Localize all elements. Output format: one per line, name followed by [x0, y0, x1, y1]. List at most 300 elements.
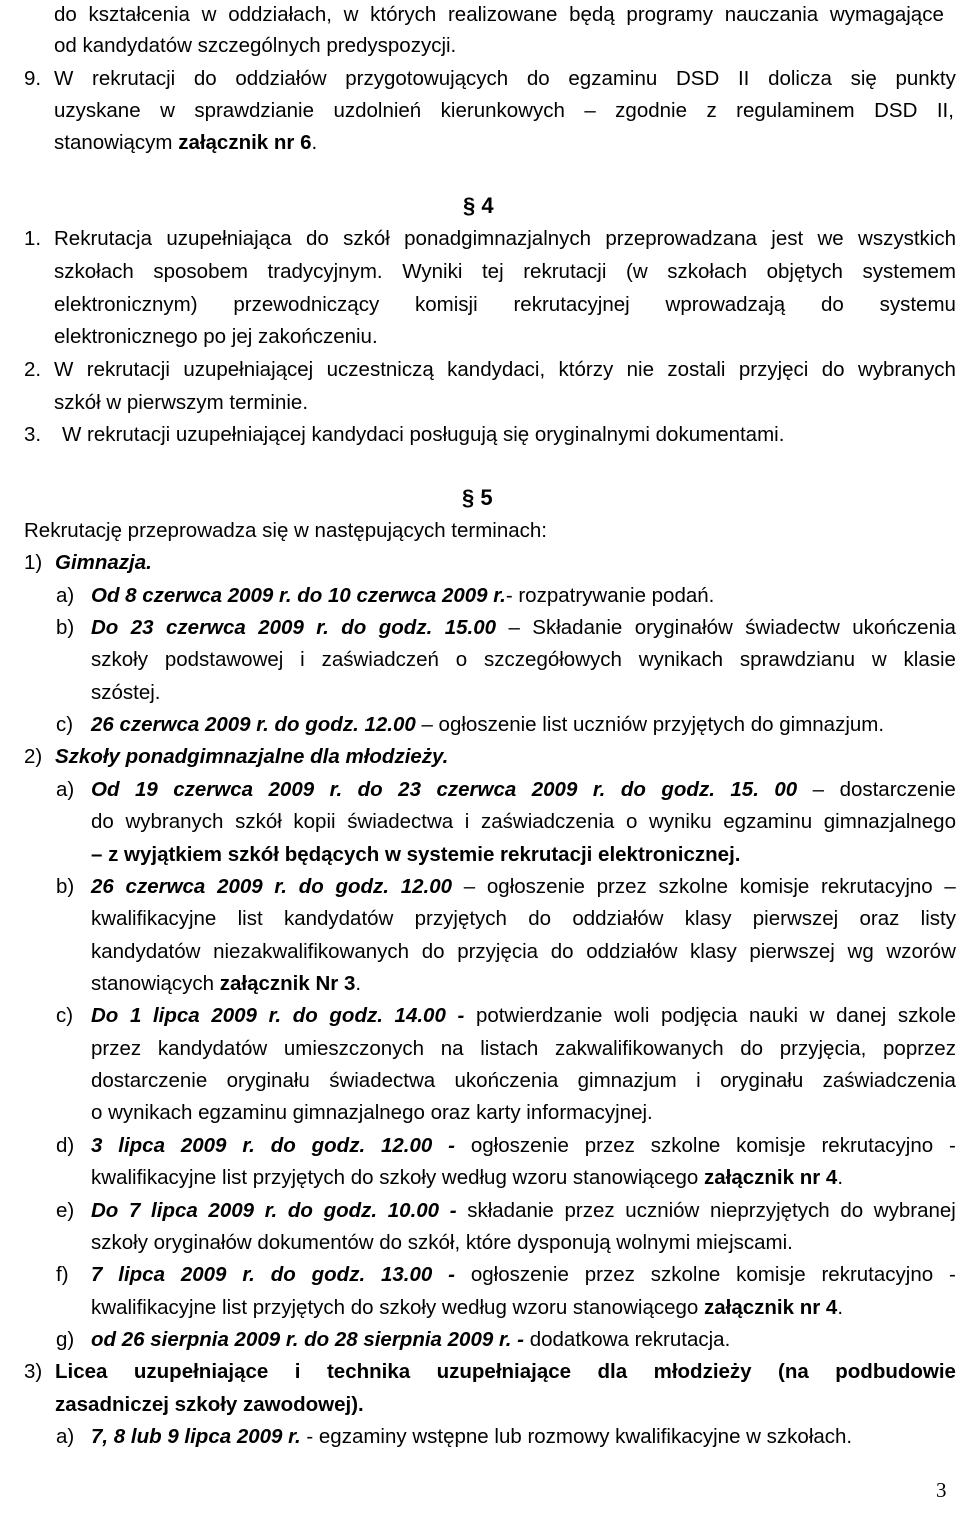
- text-run: – ogłoszenie list uczniów przyjętych do gimnazjum.: [415, 713, 885, 736]
- list-marker: a): [56, 1425, 75, 1448]
- text-run: wprowadzają: [665, 293, 786, 316]
- text-run: szkołach: [54, 260, 134, 283]
- text-run: wyniku: [648, 810, 712, 833]
- text-line: [91, 874, 956, 902]
- text-run: punkty: [895, 67, 956, 90]
- text-run: klasy: [690, 940, 737, 963]
- text-run: przez: [91, 1037, 142, 1060]
- emphasized-text: -: [457, 1004, 465, 1027]
- text-run: oddziałów: [586, 940, 678, 963]
- text-run: .: [311, 131, 318, 154]
- text-run: zaświadczeń: [321, 648, 439, 671]
- emphasized-text: Do: [91, 1004, 119, 1027]
- text-run: listach: [480, 1037, 539, 1060]
- text-run: –: [584, 99, 596, 122]
- emphasized-text: do: [287, 1199, 313, 1222]
- text-line: [91, 1424, 852, 1452]
- text-line: [91, 809, 956, 837]
- text-line: [54, 66, 956, 94]
- text-line: [91, 583, 714, 611]
- section-symbol: §: [462, 485, 481, 510]
- text-run: przez: [584, 1263, 635, 1286]
- text-run: szkół: [235, 810, 282, 833]
- text-run: wybranych: [857, 358, 956, 381]
- text-run: oddziałach,: [228, 3, 332, 26]
- list-marker: 2): [24, 745, 43, 768]
- text-run: stanowiącym: [54, 131, 179, 154]
- text-run: sprawdzianu: [739, 648, 856, 671]
- text-line: [91, 1198, 956, 1226]
- text-run: nieprzyjętych: [710, 1199, 830, 1222]
- text-run: w: [871, 648, 887, 671]
- text-run: listy: [920, 907, 956, 930]
- text-run: tradycyjnym.: [267, 260, 383, 283]
- text-run: do: [421, 940, 445, 963]
- text-run: do: [306, 227, 329, 250]
- text-run: szkolne: [650, 1134, 721, 1157]
- text-run: potwierdzanie: [475, 1004, 603, 1027]
- text-run: ukończenia: [454, 1069, 559, 1092]
- emphasized-text: do: [270, 1134, 296, 1157]
- emphasized-text: Licea: [55, 1360, 108, 1383]
- text-run: uzyskane: [54, 99, 141, 122]
- text-run: którzy: [558, 358, 614, 381]
- text-run: jest: [771, 227, 804, 250]
- emphasized-text: 1: [129, 1004, 142, 1027]
- text-line: [91, 1068, 956, 1096]
- text-run: przewodniczący: [233, 293, 380, 316]
- text-run: kopii: [293, 810, 336, 833]
- text-run: do: [821, 358, 845, 381]
- text-run: w: [809, 1004, 825, 1027]
- text-run: kandydaci,: [447, 358, 546, 381]
- emphasized-text: młodzieży: [653, 1360, 752, 1383]
- text-line: [91, 1133, 956, 1161]
- text-run: kandydatów: [91, 940, 201, 963]
- text-run: szkolne: [650, 1263, 721, 1286]
- text-run: W: [54, 67, 74, 90]
- text-run: wynikach: [638, 648, 724, 671]
- emphasized-text: r.: [316, 616, 329, 639]
- text-line: [91, 647, 956, 675]
- text-run: elektronicznego po jej zakończeniu.: [54, 325, 378, 348]
- text-run: komisje: [736, 1134, 806, 1157]
- list-marker: 3): [24, 1360, 43, 1383]
- text-run: uzupełniającej: [183, 358, 314, 381]
- emphasized-text: 00: [774, 778, 798, 801]
- text-run: gimnazjum: [577, 1069, 677, 1092]
- text-run: gimnazjalnego: [823, 810, 956, 833]
- text-line: [54, 130, 317, 158]
- list-marker: d): [56, 1134, 75, 1157]
- text-line: [91, 1230, 793, 1258]
- text-run: II: [737, 67, 750, 90]
- text-line: [91, 680, 161, 708]
- text-run: przygotowujących: [345, 67, 509, 90]
- text-run: stanowiących: [91, 972, 220, 995]
- text-run: do: [840, 1199, 864, 1222]
- text-line: [54, 226, 956, 254]
- text-run: uczniów: [625, 1199, 700, 1222]
- text-run: do: [54, 3, 77, 26]
- text-run: przeprowadzana: [605, 227, 757, 250]
- emphasized-text: r.: [274, 875, 287, 898]
- list-marker: 1): [24, 551, 43, 574]
- text-run: pierwszej: [752, 907, 839, 930]
- emphasized-text: godz.: [311, 1263, 366, 1286]
- list-marker: a): [56, 778, 75, 801]
- emphasized-text: 12.00: [400, 875, 453, 898]
- emphasized-text: r.: [268, 1004, 282, 1027]
- text-line: [55, 1359, 956, 1387]
- text-run: dolicza: [768, 67, 832, 90]
- emphasized-text: r.: [592, 778, 606, 801]
- text-run: oryginału: [226, 1069, 310, 1092]
- text-run: list: [237, 907, 263, 930]
- text-run: wymagające: [829, 3, 944, 26]
- text-run: egzaminu: [568, 67, 658, 90]
- emphasized-text: dla: [597, 1360, 628, 1383]
- emphasized-text: 14.00: [394, 1004, 446, 1027]
- text-line: [91, 1003, 956, 1031]
- emphasized-text: lipca: [151, 1199, 198, 1222]
- section-heading: [463, 193, 494, 219]
- text-run: podstawowej: [164, 648, 284, 671]
- list-marker: b): [56, 875, 75, 898]
- text-run: wybranej: [873, 1199, 956, 1222]
- text-run: szkołach: [667, 260, 747, 283]
- text-run: systemem: [862, 260, 956, 283]
- emphasized-text: 15.: [730, 778, 759, 801]
- emphasized-text: załącznik nr 6: [178, 131, 312, 154]
- text-line: [54, 259, 956, 287]
- emphasized-text: do: [357, 778, 383, 801]
- text-run: –: [812, 778, 825, 801]
- text-run: Składanie: [532, 616, 623, 639]
- text-run: szkoły oryginałów dokumentów do szkół, które dysponują wolnymi miejscami.: [91, 1231, 793, 1254]
- text-run: o wynikach egzaminu gimnazjalnego oraz karty informacyjnej.: [91, 1101, 653, 1124]
- emphasized-text: 3: [91, 1134, 103, 1157]
- text-run: .: [837, 1166, 844, 1189]
- text-run: szóstej.: [91, 681, 161, 704]
- text-run: w: [201, 3, 217, 26]
- text-run: szkolne: [658, 875, 729, 898]
- text-run: Rekrutację przeprowadza się w następujących terminach:: [24, 519, 548, 542]
- emphasized-text: 2009: [211, 1004, 257, 1027]
- list-marker: f): [56, 1263, 69, 1286]
- text-run: dostarczenie: [91, 1069, 208, 1092]
- emphasized-text: do: [341, 616, 367, 639]
- emphasized-text: godz.: [661, 778, 715, 801]
- text-run: w: [160, 99, 175, 122]
- emphasized-text: 2009: [208, 1199, 255, 1222]
- emphasized-text: i: [294, 1360, 301, 1383]
- section-heading: [462, 485, 493, 511]
- emphasized-text: załącznik nr 4: [704, 1166, 838, 1189]
- list-marker: g): [56, 1328, 75, 1351]
- emphasized-text: 26 czerwca 2009 r. do godz. 12.00: [91, 713, 416, 736]
- emphasized-text: podbudowie: [835, 1360, 956, 1383]
- text-run: Wyniki: [402, 260, 463, 283]
- emphasized-text: czerwca: [125, 875, 206, 898]
- text-run: kandydatów: [157, 1037, 268, 1060]
- text-line: [54, 390, 308, 418]
- text-line: [54, 357, 956, 385]
- text-run: .: [355, 972, 362, 995]
- text-run: oryginałów: [634, 616, 733, 639]
- text-run: kierunkowych: [440, 99, 565, 122]
- text-run: DSD: [874, 99, 918, 122]
- text-run: ponadgimnazjalnych: [404, 227, 592, 250]
- emphasized-text: 23: [130, 616, 154, 639]
- list-marker: 2.: [24, 358, 42, 381]
- text-line: [54, 33, 456, 61]
- text-run: komisje: [736, 1263, 806, 1286]
- text-run: –: [944, 875, 956, 898]
- text-run: przyjęcia: [457, 940, 539, 963]
- text-run: przez: [564, 1199, 615, 1222]
- text-run: realizowane: [447, 3, 558, 26]
- text-run: przyjęci: [738, 358, 809, 381]
- emphasized-text: godz.: [335, 875, 389, 898]
- text-run: wg: [847, 940, 874, 963]
- text-line: [91, 1327, 730, 1355]
- text-run: do: [526, 67, 550, 90]
- text-run: do: [91, 810, 114, 833]
- text-run: przyjęcia,: [779, 1037, 867, 1060]
- text-run: kwalifikacyjne list przyjętych do szkoły według wzoru stanowiącego: [91, 1166, 704, 1189]
- text-run: do: [193, 67, 217, 90]
- emphasized-text: 7: [91, 1263, 103, 1286]
- emphasized-text: r.: [242, 1263, 255, 1286]
- text-run: zostali: [667, 358, 726, 381]
- text-run: komisji: [415, 293, 478, 316]
- text-line: [91, 842, 740, 870]
- text-run: egzaminu: [723, 810, 813, 833]
- emphasized-text: 2009: [180, 1134, 227, 1157]
- text-run: woli: [614, 1004, 650, 1027]
- text-run: uzupełniająca: [166, 227, 292, 250]
- text-run: ogłoszenie: [470, 1134, 569, 1157]
- text-run: programy: [626, 3, 714, 26]
- text-run: klasy: [684, 907, 732, 930]
- emphasized-text: czerwca: [436, 778, 517, 801]
- text-run: będą: [569, 3, 615, 26]
- text-run: systemu: [879, 293, 956, 316]
- list-marker: 9.: [24, 67, 42, 90]
- text-run: ogłoszenie: [486, 875, 585, 898]
- emphasized-text: 2009: [531, 778, 578, 801]
- emphasized-text: 15.00: [444, 616, 497, 639]
- emphasized-text: Od: [91, 778, 120, 801]
- text-run: do: [550, 940, 574, 963]
- text-run: wzorów: [886, 940, 956, 963]
- emphasized-text: do: [620, 778, 646, 801]
- text-run: niezakwalifikowanych: [213, 940, 410, 963]
- emphasized-text: czerwca: [173, 778, 254, 801]
- text-run: - egzaminy wstępne lub rozmowy kwalifikacyjne w szkołach.: [300, 1425, 853, 1448]
- emphasized-text: godz.: [323, 1199, 378, 1222]
- list-marker: e): [56, 1199, 75, 1222]
- text-run: –: [463, 875, 476, 898]
- emphasized-text: godz.: [378, 616, 433, 639]
- text-run: rekrutacji: [92, 67, 176, 90]
- text-run: w: [343, 3, 359, 26]
- text-run: poprzez: [883, 1037, 956, 1060]
- text-run: nauczania: [724, 3, 819, 26]
- text-run: ogłoszenie: [470, 1263, 569, 1286]
- text-line: [91, 615, 956, 643]
- emphasized-text: Szkoły ponadgimnazjalne dla młodzieży.: [55, 745, 449, 768]
- text-run: rekrutacyjno: [821, 875, 933, 898]
- text-run: regulaminem: [736, 99, 855, 122]
- text-run: II,: [936, 99, 954, 122]
- text-line: [54, 292, 956, 320]
- text-run: nie: [626, 358, 654, 381]
- text-run: kształcenia: [88, 3, 190, 26]
- list-marker: c): [56, 1004, 74, 1027]
- text-run: tej: [481, 260, 504, 283]
- emphasized-text: (na: [778, 1360, 809, 1383]
- text-run: sprawdzianie: [194, 99, 314, 122]
- text-run: -: [949, 1134, 956, 1157]
- emphasized-text: Od 8 czerwca 2009 r. do 10 czerwca 2009 r.: [91, 584, 506, 607]
- emphasized-text: do: [270, 1263, 296, 1286]
- text-run: W: [54, 358, 74, 381]
- emphasized-text: 12.00: [381, 1134, 433, 1157]
- text-run: i: [696, 1069, 701, 1092]
- text-line: [91, 1036, 956, 1064]
- text-run: pierwszej: [749, 940, 835, 963]
- text-run: objętych: [766, 260, 843, 283]
- text-run: we: [817, 227, 844, 250]
- text-line: [55, 550, 152, 578]
- text-line: [91, 1295, 843, 1323]
- text-run: -: [949, 1263, 956, 1286]
- text-run: i: [464, 810, 470, 833]
- list-marker: 1.: [24, 227, 42, 250]
- emphasized-text: 13.00: [381, 1263, 433, 1286]
- text-line: [91, 777, 956, 805]
- text-run: danej: [836, 1004, 887, 1027]
- text-run: świadectwa: [347, 810, 454, 833]
- text-run: W rekrutacji uzupełniającej kandydaci posługują się oryginalnymi dokumentami.: [62, 423, 785, 446]
- text-run: uczestniczą: [326, 358, 434, 381]
- text-line: [24, 518, 547, 546]
- text-run: nauki: [749, 1004, 799, 1027]
- emphasized-text: 7: [128, 1199, 141, 1222]
- text-run: wybranych: [125, 810, 224, 833]
- emphasized-text: godz.: [311, 1134, 366, 1157]
- emphasized-text: lipca: [152, 1004, 200, 1027]
- text-run: oraz: [859, 907, 900, 930]
- text-run: których: [370, 3, 437, 26]
- text-run: przez: [584, 1134, 635, 1157]
- text-line: [91, 1262, 956, 1290]
- emphasized-text: 2009: [268, 778, 315, 801]
- text-run: (w: [626, 260, 648, 283]
- emphasized-text: uzupełniające: [133, 1360, 269, 1383]
- text-line: [91, 712, 884, 740]
- emphasized-text: 2009: [180, 1263, 227, 1286]
- emphasized-text: -: [449, 1199, 457, 1222]
- text-run: Rekrutacja: [54, 227, 152, 250]
- emphasized-text: 2009: [217, 875, 263, 898]
- text-run: szkole: [897, 1004, 956, 1027]
- text-run: DSD: [675, 67, 720, 90]
- text-run: na: [440, 1037, 464, 1060]
- text-run: kwalifikacyjne list przyjętych do szkoły według wzoru stanowiącego: [91, 1296, 704, 1319]
- text-run: oddziałów: [572, 907, 664, 930]
- text-run: szkoły: [91, 648, 148, 671]
- section-number: 5: [480, 485, 493, 510]
- text-run: zgodnie: [615, 99, 687, 122]
- emphasized-text: załącznik nr 4: [704, 1296, 838, 1319]
- text-run: o: [455, 648, 468, 671]
- text-run: do: [528, 907, 552, 930]
- text-run: kwalifikacyjne: [91, 907, 217, 930]
- text-run: komisje: [739, 875, 810, 898]
- text-run: podjęcia: [661, 1004, 738, 1027]
- text-run: oddziałów: [235, 67, 327, 90]
- emphasized-text: lipca: [118, 1134, 165, 1157]
- emphasized-text: od 26 sierpnia 2009 r. do 28 sierpnia 2009 r. -: [91, 1328, 525, 1351]
- text-line: [54, 98, 954, 126]
- emphasized-text: lipca: [118, 1263, 165, 1286]
- text-run: zaświadczenia: [822, 1069, 956, 1092]
- emphasized-text: Gimnazja.: [55, 551, 152, 574]
- text-run: sposobem: [153, 260, 248, 283]
- text-run: składanie: [467, 1199, 554, 1222]
- text-line: [55, 744, 448, 772]
- emphasized-text: -: [448, 1134, 455, 1157]
- text-run: rekrutacji: [86, 358, 170, 381]
- text-run: umieszczonych: [283, 1037, 425, 1060]
- text-run: rekrutacyjno: [821, 1134, 934, 1157]
- text-run: świadectw: [745, 616, 840, 639]
- text-run: szkół: [343, 227, 390, 250]
- emphasized-text: 7, 8 lub 9 lipca 2009 r.: [91, 1425, 301, 1448]
- text-run: dostarczenie: [839, 778, 956, 801]
- text-line: [91, 906, 956, 934]
- emphasized-text: uzupełniające: [436, 1360, 572, 1383]
- text-run: zakwalifikowanych: [554, 1037, 724, 1060]
- list-marker: 3.: [24, 423, 42, 446]
- section-number: 4: [481, 193, 494, 218]
- text-line: [91, 1100, 653, 1128]
- emphasized-text: godz.: [329, 1004, 383, 1027]
- text-run: do: [820, 293, 844, 316]
- text-line: [54, 324, 378, 352]
- emphasized-text: czerwca: [166, 616, 246, 639]
- text-run: uzdolnień: [333, 99, 422, 122]
- text-run: wszystkich: [858, 227, 956, 250]
- emphasized-text: załącznik Nr 3: [219, 972, 356, 995]
- emphasized-text: do: [292, 1004, 318, 1027]
- text-run: przyjętych: [414, 907, 507, 930]
- text-line: [62, 422, 784, 450]
- text-run: od kandydatów szczególnych predyspozycji.: [54, 34, 457, 57]
- emphasized-text: r.: [242, 1134, 255, 1157]
- text-run: kandydatów: [283, 907, 394, 930]
- emphasized-text: Do: [91, 616, 119, 639]
- text-line: [55, 1392, 364, 1420]
- text-run: i: [300, 648, 305, 671]
- text-run: - rozpatrywanie podań.: [505, 584, 715, 607]
- emphasized-text: zasadniczej szkoły zawodowej).: [55, 1393, 364, 1416]
- text-run: rekrutacyjnej: [513, 293, 630, 316]
- text-run: szkół w pierwszym terminie.: [54, 391, 309, 414]
